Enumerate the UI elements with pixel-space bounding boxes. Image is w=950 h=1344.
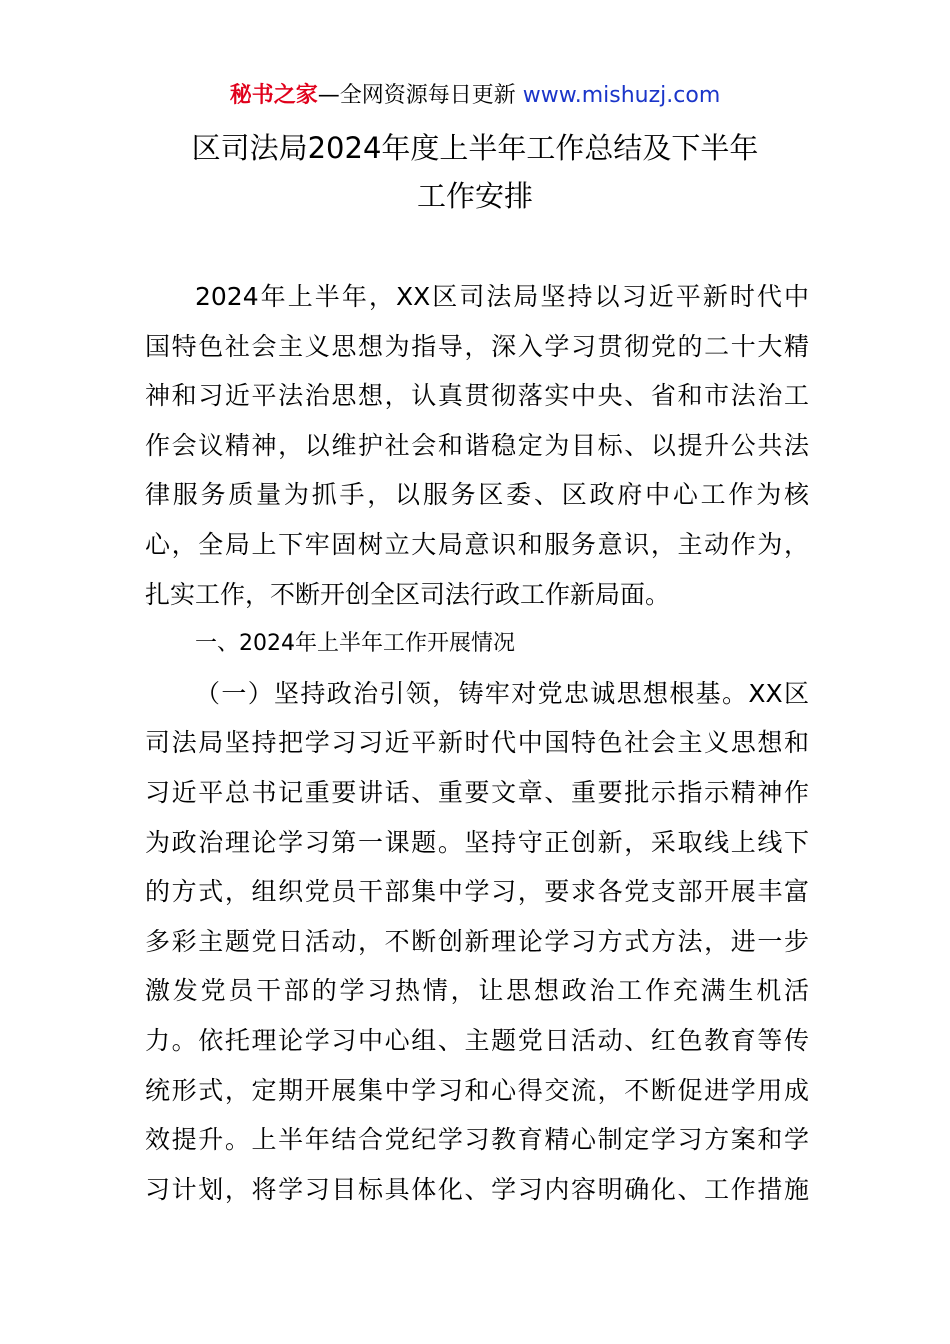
paragraph-line: 多彩主题党日活动，不断创新理论学习方式方法，进一步 [145,926,809,956]
paragraph-line: 统形式，定期开展集中学习和心得交流，不断促进学用成 [145,1075,809,1105]
paragraph-line: 2024年上半年，XX区司法局坚持以习近平新时代中 [195,282,809,311]
site-url[interactable]: www.mishuzj.com [522,83,721,108]
paragraph-line: 律服务质量为抓手，以服务区委、区政府中心工作为核 [145,480,809,510]
paragraph-line: 激发党员干部的学习热情，让思想政治工作充满生机活 [145,976,809,1006]
paragraph-line: 司法局坚持把学习习近平新时代中国特色社会主义思想和 [145,728,809,758]
paragraph-line: 为政治理论学习第一课题。坚持守正创新，采取线上线下 [145,827,809,857]
document-title-line-1: 区司法局2024年度上半年工作总结及下半年 [191,131,759,165]
document-body [145,272,809,1214]
paragraph-line: 的方式，组织党员干部集中学习，要求各党支部开展丰富 [145,877,809,907]
paragraph-line: 习近平总书记重要讲话、重要文章、重要批示指示精神作 [145,777,809,807]
paragraph-line: 心，全局上下牢固树立大局意识和服务意识，主动作为， [145,529,809,559]
paragraph-line: 效提升。上半年结合党纪学习教育精心制定学习方案和学 [145,1125,809,1155]
header-slogan: —全网资源每日更新 [317,83,523,108]
paragraph-line: 习计划，将学习目标具体化、学习内容明确化、工作措施 [145,1174,809,1204]
paragraph-line: 扎实工作，不断开创全区司法行政工作新局面。 [145,579,671,609]
section-heading: 一、2024年上半年工作开展情况 [195,631,515,657]
paragraph-line: 作会议精神，以维护社会和谐稳定为目标、以提升公共法 [145,430,809,460]
brand-name: 秘书之家 [229,83,318,108]
paragraph-line: 国特色社会主义思想为指导，深入学习贯彻党的二十大精 [145,331,809,361]
paragraph-line: （一）坚持政治引领，铸牢对党忠诚思想根基。XX区 [195,678,809,708]
paragraph-line: 力。依托理论学习中心组、主题党日活动、红色教育等传 [145,1025,809,1055]
paragraph-line: 神和习近平法治思想，认真贯彻落实中央、省和市法治工 [145,381,809,411]
document-title-line-2: 工作安排 [416,179,533,213]
site-header [0,78,950,114]
